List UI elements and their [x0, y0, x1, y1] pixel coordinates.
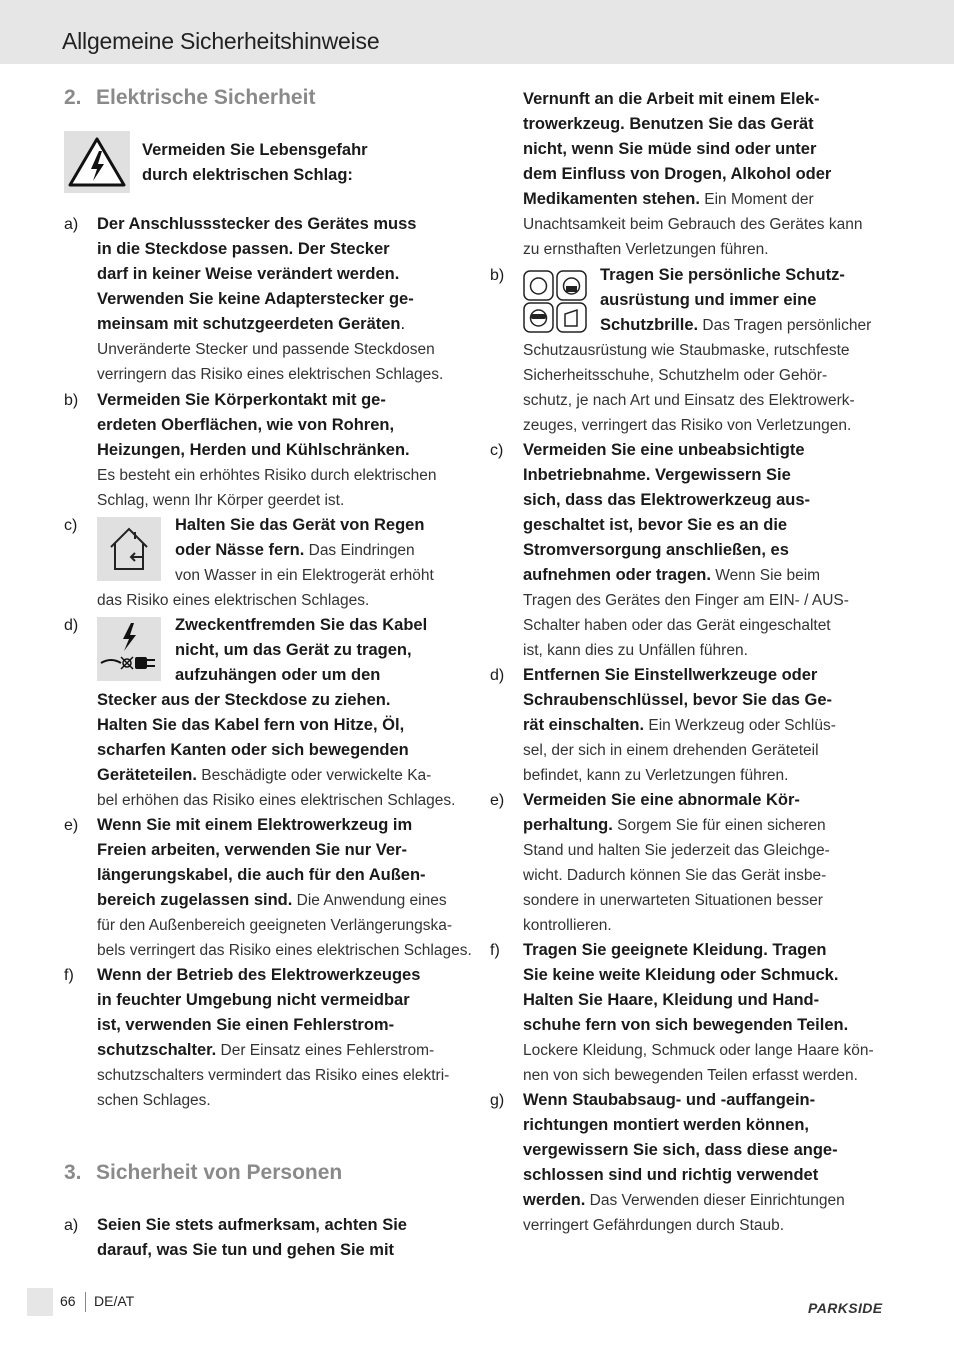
section-2-item-e-label: e): [64, 817, 79, 834]
section-3-item-a-bold-text: Seien Sie stets aufmerksam, achten Sie: [97, 1216, 407, 1234]
section-2-item-e-bold-text: Freien arbeiten, verwenden Sie nur Ver-: [97, 841, 407, 859]
section-2-item-a-line: [97, 337, 435, 362]
section-3-item-c-line: [523, 488, 810, 513]
section-3-item-f-line: [523, 938, 827, 963]
section-2-item-a-bold-text: Verwenden Sie keine Adapterstecker ge-: [97, 290, 414, 308]
section-3-item-b-regular-text: Sicherheitsschuhe, Schutzhelm oder Gehör-: [523, 367, 828, 384]
section-2-item-f-line: [97, 1088, 211, 1113]
section-2-item-d-regular-text: Beschädigte oder verwickelte Ka-: [196, 767, 432, 784]
section-3-item-d-line: [523, 663, 817, 688]
section-2-title: Elektrische Sicherheit: [96, 86, 316, 109]
section-2-item-e-line: [97, 888, 447, 913]
section-3-title: Sicherheit von Personen: [96, 1161, 343, 1184]
section-3-item-a-label: a): [64, 1217, 79, 1234]
section-3-item-d-label: d): [490, 667, 505, 684]
section-3-item-d-bold-text: rät einschalten.: [523, 716, 645, 734]
section-3-item-e-line: [523, 888, 823, 913]
section-3-item-e-line: [523, 838, 830, 863]
section-2-item-d-bold-text: Geräteteilen.: [97, 766, 197, 784]
section-3-item-b-regular-text: Schutzausrüstung wie Staubmaske, rutschfeste: [523, 342, 850, 359]
section-2-item-a-line: [97, 212, 416, 237]
section-3-item-a-continued-line: [523, 212, 862, 237]
section-3-item-c-regular-text: ist, kann dies zu Unfällen führen.: [523, 642, 748, 659]
section-3-item-g-label: g): [490, 1092, 505, 1109]
section-3-item-f-regular-text: nen von sich bewegenden Teilen erfasst werden.: [523, 1067, 858, 1084]
section-2-item-e-line: [97, 838, 407, 863]
section-2-item-d-regular-text: bel erhöhen das Risiko eines elektrischen Schlages.: [97, 792, 456, 809]
section-2-item-d-bold-text: aufzuhängen oder um den: [175, 666, 381, 684]
section-3-item-e-line: [523, 813, 826, 838]
section-3-item-a-continued-line: [523, 137, 816, 162]
section-3-item-b-line: [523, 413, 851, 438]
section-3-item-c-regular-text: Tragen des Gerätes den Finger am EIN- / AUS-: [523, 592, 849, 609]
section-2-item-f-regular-text: schen Schlages.: [97, 1092, 211, 1109]
section-3-item-c-line: [523, 538, 789, 563]
section-2-item-e-bold-text: bereich zugelassen sind.: [97, 891, 293, 909]
section-2-item-b-line: [97, 438, 410, 463]
section-3-item-b-line: [523, 338, 850, 363]
section-3-item-d-bold-text: Schraubenschlüssel, bevor Sie das Ge-: [523, 691, 833, 709]
section-2-item-b-regular-text: Es besteht ein erhöhtes Risiko durch elektrischen: [97, 467, 437, 484]
section-2-item-f-line: [97, 1063, 449, 1088]
section-3-item-f-bold-text: Sie keine weite Kleidung oder Schmuck.: [523, 966, 839, 984]
section-3-item-d-bold-text: Entfernen Sie Einstellwerkzeuge oder: [523, 666, 818, 684]
section-2-item-c-regular-text: Das Eindringen: [304, 542, 415, 559]
section-2-item-d-line: [175, 613, 427, 638]
section-2-item-f-regular-text: schutzschalters vermindert das Risiko eines elektri-: [97, 1067, 450, 1084]
section-2-item-e-bold-text: Wenn Sie mit einem Elektrowerkzeug im: [97, 816, 413, 834]
section-2-item-c-line: [175, 563, 434, 588]
section-2-item-f-bold-text: Wenn der Betrieb des Elektrowerkzeuges: [97, 966, 421, 984]
section-2-item-a-regular-text: .: [400, 315, 406, 333]
section-2-item-d-line: [97, 788, 455, 813]
section-3-item-c-regular-text: Schalter haben oder das Gerät eingeschaltet: [523, 617, 831, 634]
section-2-item-a-bold-text: darf in keiner Weise verändert werden.: [97, 265, 400, 283]
section-2-item-f-label: f): [64, 967, 74, 984]
section-2-item-e-regular-text: Die Anwendung eines: [292, 892, 447, 909]
section-3-item-c-line: [523, 638, 748, 663]
section-3-item-a-continued-line: [523, 187, 814, 212]
section-2-item-e-line: [97, 913, 452, 938]
section-3-item-f-line: [523, 988, 819, 1013]
section-3-item-g-regular-text: Das Verwenden dieser Einrichtungen: [585, 1192, 845, 1209]
section-3-item-b-regular-text: schutz, je nach Art und Einsatz des Elektrowerk-: [523, 392, 855, 409]
brand-logo: PARKSIDE: [808, 1300, 883, 1316]
section-2-item-e-line: [97, 863, 426, 888]
section-3-heading: [64, 1161, 342, 1185]
section-3-number: 3.: [64, 1161, 82, 1184]
section-3-item-c-regular-text: Wenn Sie beim: [710, 567, 821, 584]
keep-dry-house-icon: [97, 517, 161, 581]
section-2-item-d-bold-text: Halten Sie das Kabel fern von Hitze, Öl,: [97, 716, 405, 734]
section-3-item-b-regular-text: zeuges, verringert das Risiko von Verletzungen.: [523, 417, 852, 434]
section-3-item-c-line: [523, 563, 820, 588]
section-2-item-a-bold-text: meinsam mit schutzgeerdeten Geräten: [97, 315, 401, 333]
section-2-item-b-label: b): [64, 392, 79, 409]
section-3-item-c-line: [523, 513, 787, 538]
section-2-item-d-bold-text: Stecker aus der Steckdose zu ziehen.: [97, 691, 391, 709]
section-3-item-a-regular-text: zu ernsthaften Verletzungen führen.: [523, 241, 769, 258]
section-3-item-c-bold-text: geschaltet ist, bevor Sie es an die: [523, 516, 788, 534]
section-3-item-b-label: b): [490, 267, 505, 284]
section-3-item-d-regular-text: befindet, kann zu Verletzungen führen.: [523, 767, 789, 784]
section-3-item-g-line: [523, 1213, 784, 1238]
footer-marker: [27, 1288, 53, 1316]
section-3-item-g-bold-text: Wenn Staubabsaug- und -auffangein-: [523, 1091, 816, 1109]
section-2-item-e-line: [97, 938, 472, 963]
section-2-item-d-bold-text: scharfen Kanten oder sich bewegenden: [97, 741, 409, 759]
section-2-item-c-regular-text: das Risiko eines elektrischen Schlages.: [97, 592, 370, 609]
section-3-item-c-line: [523, 613, 831, 638]
section-3-item-e-regular-text: sondere in unerwarteten Situationen besser: [523, 892, 823, 909]
section-3-item-e-regular-text: Sorgem Sie für einen sicheren: [612, 817, 826, 834]
section-3-item-e-regular-text: kontrollieren.: [523, 917, 612, 934]
section-3-item-f-line: [523, 963, 838, 988]
section-2-item-f-regular-text: Der Einsatz eines Fehlerstrom-: [216, 1042, 435, 1059]
section-3-item-g-bold-text: richtungen montiert werden können,: [523, 1116, 810, 1134]
section-3-item-a-line: [97, 1213, 407, 1238]
section-3-item-f-bold-text: Tragen Sie geeignete Kleidung. Tragen: [523, 941, 827, 959]
section-2-item-b-bold-text: erdeten Oberflächen, wie von Rohren,: [97, 416, 395, 434]
section-3-item-f-line: [523, 1038, 874, 1063]
section-2-item-f-line: [97, 1013, 394, 1038]
section-3-item-e-bold-text: perhaltung.: [523, 816, 613, 834]
protective-equipment-icon: [523, 268, 587, 334]
section-3-item-g-bold-text: werden.: [523, 1191, 586, 1209]
section-3-item-c-label: c): [490, 442, 504, 459]
section-2-item-c-line: [175, 513, 424, 538]
section-2-item-d-line: [97, 713, 404, 738]
section-2-item-d-line: [97, 763, 431, 788]
section-3-item-a-bold-text: trowerkzeug. Benutzen Sie das Gerät: [523, 115, 814, 133]
section-2-item-d-label: d): [64, 617, 79, 634]
section-3-item-c-line: [523, 588, 849, 613]
section-2-heading: [64, 86, 315, 110]
section-2-item-e-line: [97, 813, 412, 838]
section-3-item-g-line: [523, 1113, 809, 1138]
section-2-item-d-bold-text: nicht, um das Gerät zu tragen,: [175, 641, 412, 659]
section-3-item-b-line: [600, 263, 845, 288]
section-3-item-c-bold-text: Inbetriebnahme. Vergewissern Sie: [523, 466, 791, 484]
section-3-item-g-line: [523, 1163, 818, 1188]
section-3-item-c-line: [523, 438, 805, 463]
section-2-item-c-line: [175, 538, 415, 563]
section-2-item-f-line: [97, 988, 410, 1013]
section-3-item-b-regular-text: Das Tragen persönlicher: [698, 317, 872, 334]
section-2-item-c-bold-text: oder Nässe fern.: [175, 541, 305, 559]
section-3-item-d-regular-text: sel, der sich in einem drehenden Geräteteil: [523, 742, 819, 759]
section-3-item-b-line: [600, 313, 871, 338]
section-2-item-a-line: [97, 237, 390, 262]
section-2-item-f-bold-text: schutzschalter.: [97, 1041, 217, 1059]
section-2-item-d-line: [175, 638, 412, 663]
section-2-item-a-line: [97, 312, 405, 337]
section-2-item-a-bold-text: in die Steckdose passen. Der Stecker: [97, 240, 390, 258]
section-3-item-f-regular-text: Lockere Kleidung, Schmuck oder lange Haare kön-: [523, 1042, 874, 1059]
section-2-item-a-label: a): [64, 216, 79, 233]
section-3-item-a-bold-text: Vernunft an die Arbeit mit einem Elek-: [523, 90, 820, 108]
section-3-item-b-line: [523, 388, 855, 413]
section-2-item-f-line: [97, 963, 420, 988]
section-3-item-f-bold-text: schuhe fern von sich bewegenden Teilen.: [523, 1016, 849, 1034]
section-3-item-a-continued-line: [523, 112, 814, 137]
section-3-item-c-bold-text: aufnehmen oder tragen.: [523, 566, 711, 584]
footer-separator: [85, 1292, 86, 1312]
section-2-item-b-bold-text: Heizungen, Herden und Kühlschränken.: [97, 441, 410, 459]
section-3-item-b-bold-text: Tragen Sie persönliche Schutz-: [600, 266, 845, 284]
section-3-item-b-bold-text: Schutzbrille.: [600, 316, 699, 334]
section-2-item-a-line: [97, 362, 443, 387]
section-3-item-d-regular-text: Ein Werkzeug oder Schlüs-: [644, 717, 836, 734]
cable-damage-icon: [97, 617, 161, 681]
section-3-item-f-line: [523, 1063, 858, 1088]
section-3-item-e-label: e): [490, 792, 505, 809]
section-3-item-d-line: [523, 738, 819, 763]
section-2-item-a-line: [97, 262, 399, 287]
section-3-item-a-bold-text: darauf, was Sie tun und gehen Sie mit: [97, 1241, 395, 1259]
section-2-item-a-regular-text: Unveränderte Stecker und passende Steckdosen: [97, 341, 435, 358]
section-2-item-d-line: [97, 688, 390, 713]
section-2-item-b-line: [97, 413, 394, 438]
section-3-item-c-bold-text: Stromversorgung anschließen, es: [523, 541, 789, 559]
section-2-item-c-line: [97, 588, 369, 613]
section-3-item-g-bold-text: schlossen sind und richtig verwendet: [523, 1166, 819, 1184]
section-3-item-g-line: [523, 1088, 815, 1113]
section-3-item-g-regular-text: verringert Gefährdungen durch Staub.: [523, 1217, 785, 1234]
section-3-item-a-line: [97, 1238, 394, 1263]
section-3-item-g-bold-text: vergewissern Sie sich, dass diese ange-: [523, 1141, 838, 1159]
section-2-number: 2.: [64, 86, 82, 109]
section-2-item-e-bold-text: längerungskabel, die auch für den Außen-: [97, 866, 426, 884]
warning-line-1: Vermeiden Sie Lebensgefahr: [142, 141, 368, 159]
section-2-item-f-bold-text: ist, verwenden Sie einen Fehlerstrom-: [97, 1016, 395, 1034]
section-2-item-d-bold-text: Zweckentfremden Sie das Kabel: [175, 616, 428, 634]
section-2-item-a-line: [97, 287, 414, 312]
section-3-item-e-line: [523, 788, 800, 813]
electric-shock-warning-icon: [64, 131, 130, 193]
section-2-item-b-line: [97, 388, 386, 413]
section-3-item-a-continued-line: [523, 162, 831, 187]
section-3-item-d-line: [523, 713, 836, 738]
page-title: Allgemeine Sicherheitshinweise: [62, 28, 380, 54]
section-2-item-b-regular-text: Schlag, wenn Ihr Körper geerdet ist.: [97, 492, 345, 509]
section-3-item-b-bold-text: ausrüstung und immer eine: [600, 291, 817, 309]
page-number: 66: [60, 1293, 76, 1309]
section-3-item-c-line: [523, 463, 791, 488]
section-3-item-e-regular-text: wicht. Dadurch können Sie das Gerät insbe-: [523, 867, 827, 884]
section-3-item-c-bold-text: Vermeiden Sie eine unbeabsichtigte: [523, 441, 805, 459]
section-3-item-a-bold-text: dem Einfluss von Drogen, Alkohol oder: [523, 165, 832, 183]
section-3-item-a-regular-text: Ein Moment der: [699, 191, 814, 208]
section-2-item-a-regular-text: verringern das Risiko eines elektrischen Schlages.: [97, 366, 444, 383]
section-3-item-e-bold-text: Vermeiden Sie eine abnormale Kör-: [523, 791, 800, 809]
section-2-item-f-bold-text: in feuchter Umgebung nicht vermeidbar: [97, 991, 410, 1009]
section-2-item-b-line: [97, 488, 344, 513]
section-3-item-b-line: [523, 363, 827, 388]
section-3-item-d-line: [523, 763, 788, 788]
section-3-item-f-bold-text: Halten Sie Haare, Kleidung und Hand-: [523, 991, 820, 1009]
section-2-item-a-bold-text: Der Anschlussstecker des Gerätes muss: [97, 215, 417, 233]
section-3-item-g-line: [523, 1138, 838, 1163]
section-2-item-e-regular-text: für den Außenbereich geeigneten Verlängerungska-: [97, 917, 453, 934]
section-3-item-a-bold-text: nicht, wenn Sie müde sind oder unter: [523, 140, 817, 158]
section-3-item-a-continued-line: [523, 87, 819, 112]
section-2-item-c-label: c): [64, 517, 78, 534]
section-2-item-f-line: [97, 1038, 434, 1063]
section-3-item-f-line: [523, 1013, 848, 1038]
section-3-item-e-line: [523, 863, 826, 888]
section-2-item-b-line: [97, 463, 436, 488]
section-3-item-a-continued-line: [523, 237, 769, 262]
section-3-item-e-line: [523, 913, 612, 938]
warning-line-2: durch elektrischen Schlag:: [142, 166, 353, 184]
section-2-item-e-regular-text: bels verringert das Risiko eines elektrischen Schlages.: [97, 942, 472, 959]
section-3-item-d-line: [523, 688, 832, 713]
section-2-item-c-bold-text: Halten Sie das Gerät von Regen: [175, 516, 425, 534]
section-3-item-e-regular-text: Stand und halten Sie jederzeit das Gleichge-: [523, 842, 830, 859]
section-3-item-a-bold-text: Medikamenten stehen.: [523, 190, 700, 208]
language-code: DE/AT: [94, 1293, 135, 1309]
section-3-item-g-line: [523, 1188, 845, 1213]
section-2-item-d-line: [175, 663, 380, 688]
section-3-item-c-bold-text: sich, dass das Elektrowerkzeug aus-: [523, 491, 811, 509]
section-3-item-a-regular-text: Unachtsamkeit beim Gebrauch des Gerätes kann: [523, 216, 863, 233]
section-3-item-f-label: f): [490, 942, 500, 959]
section-2-item-d-line: [97, 738, 409, 763]
section-2-item-b-bold-text: Vermeiden Sie Körperkontakt mit ge-: [97, 391, 386, 409]
section-2-item-c-regular-text: von Wasser in ein Elektrogerät erhöht: [175, 567, 434, 584]
section-3-item-b-line: [600, 288, 816, 313]
